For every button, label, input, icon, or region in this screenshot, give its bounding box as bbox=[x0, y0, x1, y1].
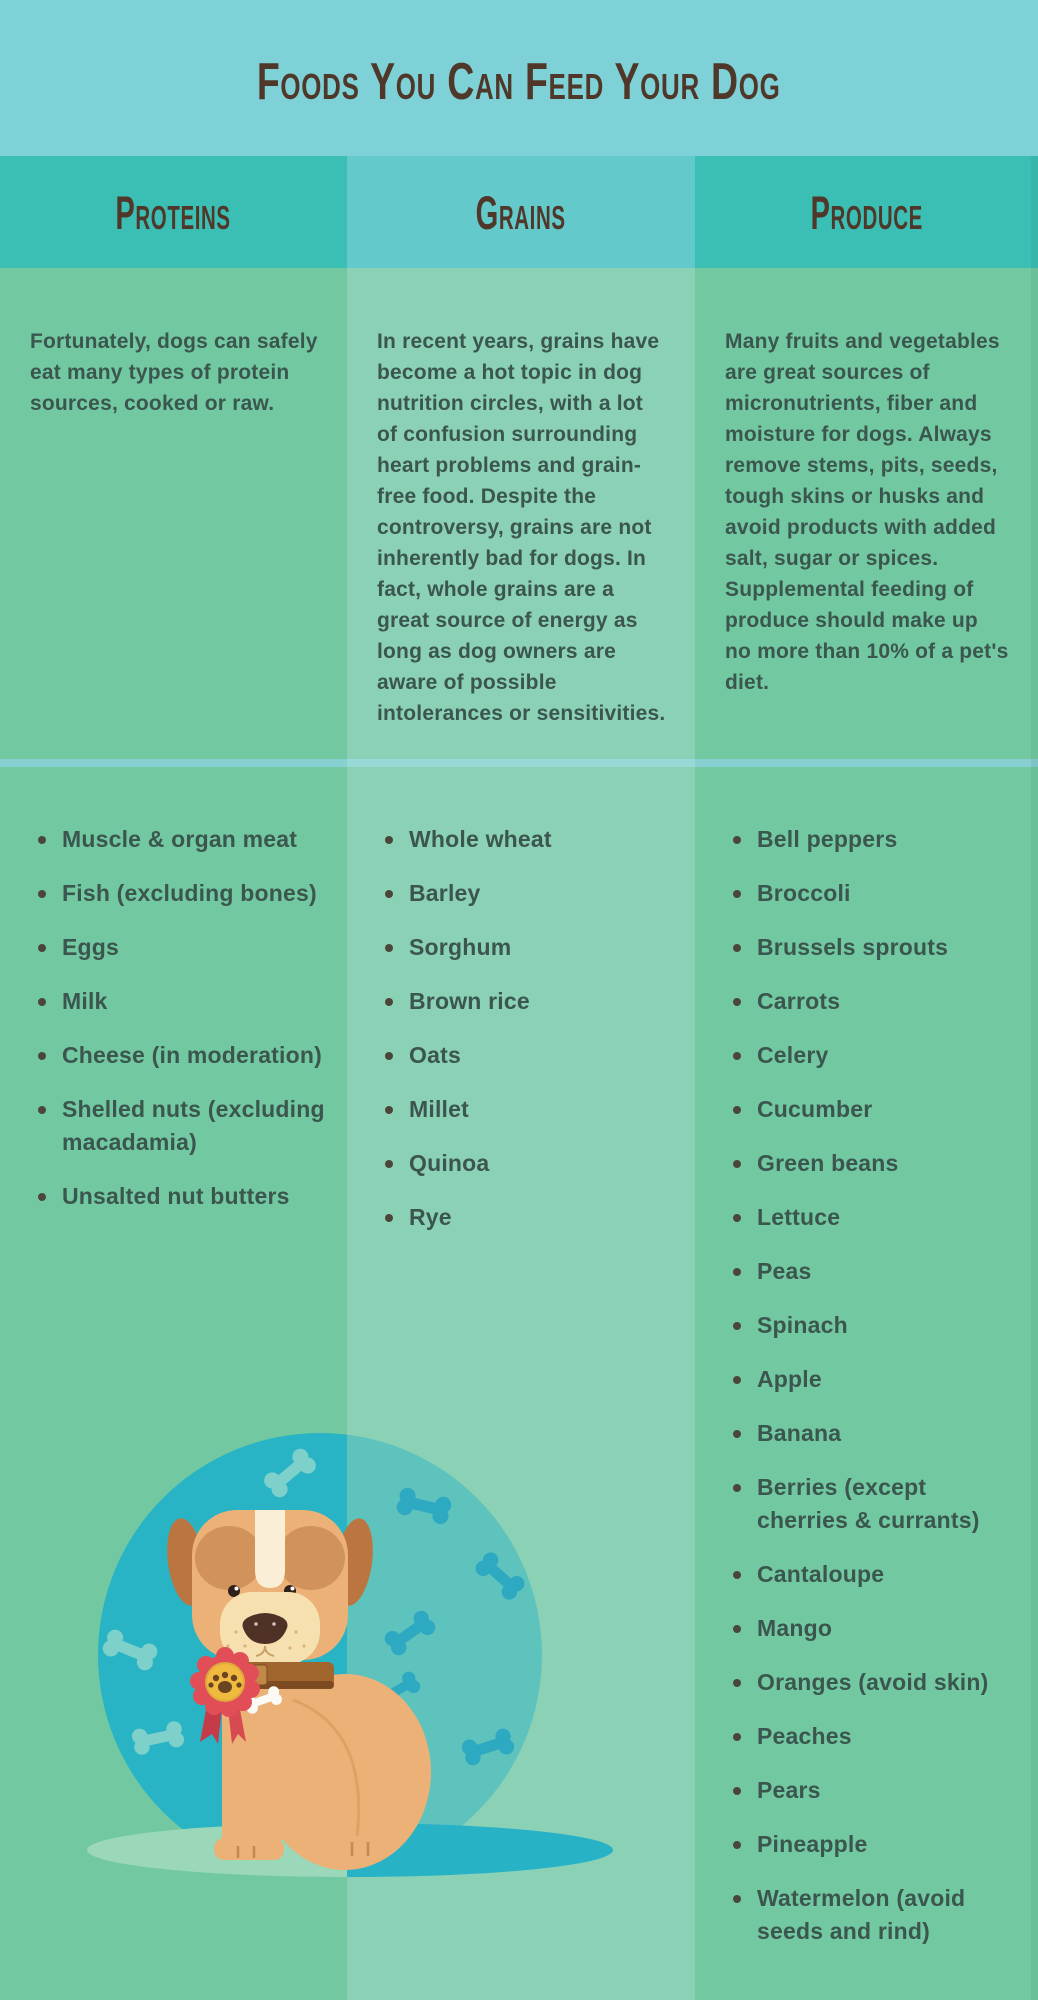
list-item: Pineapple bbox=[731, 1828, 1018, 1861]
list-item: Green beans bbox=[731, 1147, 1018, 1180]
page-title: Foods You Can Feed Your Dog bbox=[257, 53, 781, 111]
column-header-label: Produce bbox=[810, 185, 923, 239]
food-list-block bbox=[347, 767, 695, 2000]
food-list-produce bbox=[731, 823, 1018, 1948]
list-item: Berries (except cherries & currants) bbox=[731, 1471, 1018, 1537]
title-band bbox=[0, 0, 1038, 156]
list-item: Eggs bbox=[36, 931, 327, 964]
column-header-label: Grains bbox=[475, 185, 567, 239]
column-proteins bbox=[0, 156, 347, 2000]
list-item: Oranges (avoid skin) bbox=[731, 1666, 1018, 1699]
food-list-block bbox=[0, 767, 347, 2000]
column-produce bbox=[695, 156, 1038, 2000]
list-item: Peaches bbox=[731, 1720, 1018, 1753]
column-header-produce bbox=[695, 156, 1038, 268]
list-item: Rye bbox=[383, 1201, 675, 1234]
list-item: Quinoa bbox=[383, 1147, 675, 1180]
separator-band bbox=[347, 759, 695, 767]
list-item: Milk bbox=[36, 985, 327, 1018]
column-description-block bbox=[695, 268, 1038, 759]
food-list-grains bbox=[383, 823, 675, 1234]
column-description: In recent years, grains have become a hot topic in dog nutrition circles, with a lot of confusion surrounding heart problems and grain-free food. Despite the controversy, grains are not inherently bad for dogs. In fact, whole grains are a great source of energy as long as dog owners are aware of possible intolerances or sensitivities. bbox=[377, 330, 666, 725]
list-item: Whole wheat bbox=[383, 823, 675, 856]
food-list-proteins bbox=[36, 823, 327, 1213]
list-item: Cheese (in moderation) bbox=[36, 1039, 327, 1072]
column-description: Many fruits and vegetables are great sources of micronutrients, fiber and moisture for dogs. Always remove stems, pits, seeds, tough skins or husks and avoid products with added salt, sugar or spices. Supplemental feeding of produce should make up no more than 10% of a pet's diet. bbox=[725, 330, 1009, 694]
list-item: Celery bbox=[731, 1039, 1018, 1072]
column-description: Fortunately, dogs can safely eat many types of protein sources, cooked or raw. bbox=[30, 330, 318, 415]
list-item: Watermelon (avoid seeds and rind) bbox=[731, 1882, 1018, 1948]
list-item: Broccoli bbox=[731, 877, 1018, 910]
list-item: Spinach bbox=[731, 1309, 1018, 1342]
column-grains bbox=[347, 156, 695, 2000]
list-item: Brussels sprouts bbox=[731, 931, 1018, 964]
list-item: Brown rice bbox=[383, 985, 675, 1018]
separator-band bbox=[695, 759, 1038, 767]
list-item: Carrots bbox=[731, 985, 1018, 1018]
list-item: Barley bbox=[383, 877, 675, 910]
column-header-grains bbox=[347, 156, 695, 268]
list-item: Oats bbox=[383, 1039, 675, 1072]
page-right-edge-shade bbox=[1031, 156, 1038, 2000]
column-description-block bbox=[347, 268, 695, 759]
column-description-block bbox=[0, 268, 347, 759]
list-item: Peas bbox=[731, 1255, 1018, 1288]
list-item: Unsalted nut butters bbox=[36, 1180, 327, 1213]
list-item: Bell peppers bbox=[731, 823, 1018, 856]
column-header-label: Proteins bbox=[115, 185, 232, 239]
list-item: Millet bbox=[383, 1093, 675, 1126]
list-item: Banana bbox=[731, 1417, 1018, 1450]
list-item: Sorghum bbox=[383, 931, 675, 964]
list-item: Fish (excluding bones) bbox=[36, 877, 327, 910]
list-item: Pears bbox=[731, 1774, 1018, 1807]
list-item: Shelled nuts (excluding macadamia) bbox=[36, 1093, 327, 1159]
column-header-proteins bbox=[0, 156, 347, 268]
list-item: Mango bbox=[731, 1612, 1018, 1645]
list-item: Muscle & organ meat bbox=[36, 823, 327, 856]
food-list-block bbox=[695, 767, 1038, 2000]
list-item: Cucumber bbox=[731, 1093, 1018, 1126]
list-item: Apple bbox=[731, 1363, 1018, 1396]
list-item: Lettuce bbox=[731, 1201, 1018, 1234]
list-item: Cantaloupe bbox=[731, 1558, 1018, 1591]
separator-band bbox=[0, 759, 347, 767]
